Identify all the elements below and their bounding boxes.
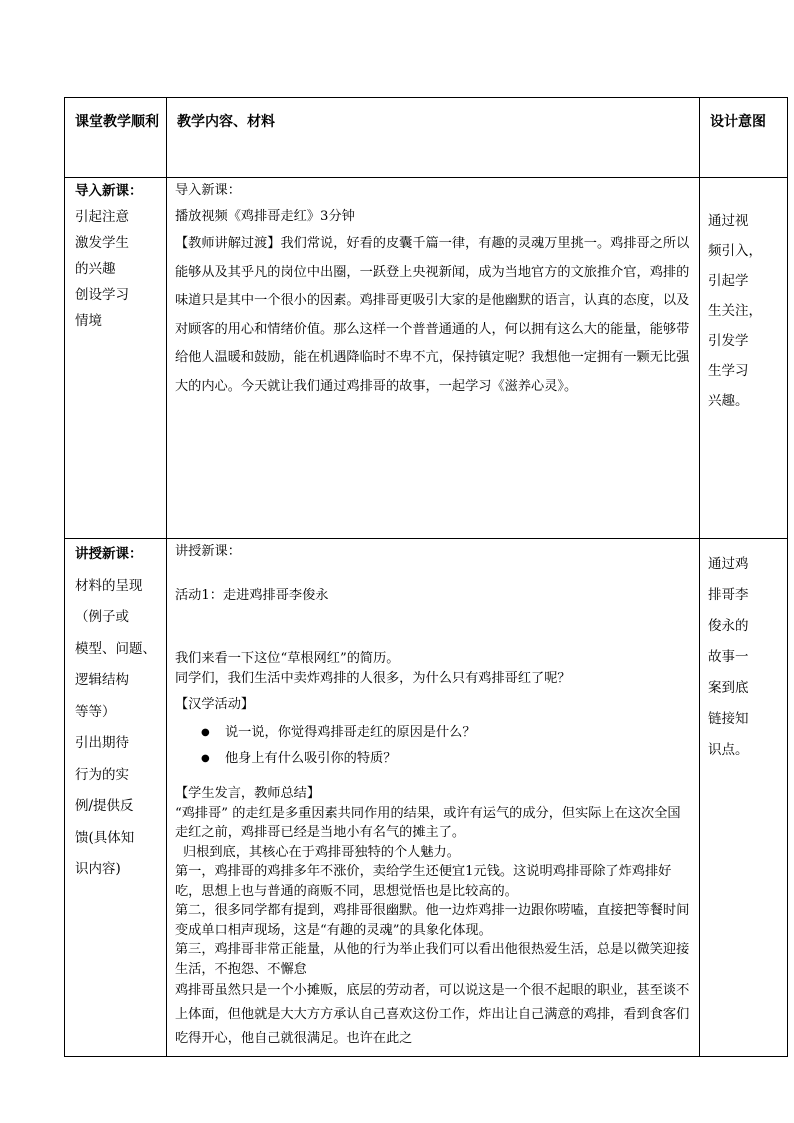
intro-stage-line: 情境: [75, 313, 102, 329]
header-intent: 设计意图: [700, 98, 788, 178]
lecture-stage-line: （例子或: [75, 609, 129, 625]
summary-paragraph: 鸡排哥虽然只是一个小摊贩，底层的劳动者，可以说这是一个很不起眼的职业，甚至谈不上体面，但他就是大大方方承认自己喜欢这份工作，炸出让自己满意的鸡排，看到食客们吃得开心，他自己就很满足。也许在此之: [175, 983, 690, 1046]
intro-stage-line: 激发学生: [75, 235, 129, 251]
lecture-intent-line: 链接知: [708, 711, 749, 727]
lecture-line: 我们来看一下这位“草根网红”的简历。: [175, 651, 400, 666]
lecture-stage-cell: [65, 539, 167, 1057]
intro-content-cell: [167, 178, 700, 539]
intro-intent-line: 引起学: [708, 273, 749, 289]
lecture-stage-line: 例/提供反: [75, 798, 134, 814]
question-item: ● 说一说，你觉得鸡排哥走红的原因是什么？: [225, 720, 693, 746]
summary-paragraph: 第三，鸡排哥非常正能量，从他的行为举止我们可以看出他很热爱生活，总是以微笑迎接生活，不抱怨、不懈怠: [175, 942, 690, 977]
intro-row: [65, 178, 788, 539]
intro-title: 导入新课：: [175, 183, 241, 198]
header-stage: 课堂教学顺利: [65, 98, 167, 178]
intro-paragraph: 【教师讲解过渡】我们常说，好看的皮囊千篇一律，有趣的灵魂万里挑一。鸡排哥之所以能够从及其乎凡的岗位中出圈，一跃登上央视新闻，成为当地官方的文旅推介官，鸡排的味道只是其中一个很小的因素。鸡排哥更吸引大家的是他幽默的语言，认真的态度，以及对顾客的用心和情绪价值。那么这样一个普普通通的人，何以拥有这么大的能量，能够带给他人温暖和鼓励，能在机遇降临时不卑不亢，保持镇定呢？我想他一定拥有一颗无比强大的内心。今天就让我们通过鸡排哥的故事，一起学习《滋养心灵》。: [175, 236, 690, 394]
intro-stage-line: 创设学习: [75, 287, 129, 303]
intro-intent-line: 通过视: [708, 213, 749, 229]
intro-stage-line: 的兴趣: [75, 261, 116, 277]
lecture-intent-line: 识点。: [708, 742, 749, 758]
intro-stage-line: 引起注意: [75, 209, 129, 225]
intro-intent-line: 引发学: [708, 333, 749, 349]
lecture-intent-line: 俊永的: [708, 618, 749, 634]
intro-stage-cell: [65, 178, 167, 539]
intro-stage-title: 导入新课：: [75, 183, 143, 199]
intro-intent-line: 生学习: [708, 363, 749, 379]
intro-video: 播放视频《鸡排哥走红》3分钟: [175, 209, 355, 224]
lecture-stage-line: 行为的实: [75, 766, 129, 783]
lecture-intent-line: 案到底: [708, 680, 749, 696]
lecture-intent-cell: [700, 539, 788, 1057]
lecture-stage-line: 馈(具体知: [75, 829, 135, 846]
header-row: [65, 98, 788, 178]
lecture-intent-line: 通过鸡: [708, 556, 749, 572]
summary-paragraph: 第二，很多同学都有提到，鸡排哥很幽默。他一边炸鸡排一边跟你唠嗑，直接把等餐时间变成单口相声现场，这是“有趣的灵魂”的具象化体现。: [175, 903, 690, 938]
question-list: [175, 720, 693, 772]
activity-title: 活动1：走进鸡排哥李俊永: [175, 588, 329, 603]
intro-intent-line: 生关注，: [708, 303, 762, 319]
intro-intent-line: 频引入，: [708, 243, 762, 259]
lecture-row: [65, 539, 788, 1057]
lecture-intent-line: 排哥李: [708, 587, 749, 603]
intro-intent-cell: [700, 178, 788, 539]
header-content: 教学内容、材料: [167, 98, 700, 178]
lesson-plan-table: [64, 97, 788, 1057]
lecture-content-cell: [167, 539, 700, 1057]
lecture-line: 同学们，我们生活中卖炸鸡排的人很多，为什么只有鸡排哥红了呢？: [175, 670, 571, 686]
lecture-stage-line: 材料的呈现: [75, 577, 143, 594]
lecture-intent-line: 故事一: [708, 649, 749, 665]
question-item: ● 他身上有什么吸引你的特质？: [225, 746, 693, 772]
lecture-stage-line: 等等）: [75, 703, 116, 720]
lecture-stage-line: 识内容): [75, 861, 121, 877]
summary-paragraph: “鸡排哥” 的走红是多重因素共同作用的结果，或许有运气的成分，但实际上在这次全国走红之前，鸡排哥已经是当地小有名气的摊主了。: [175, 805, 681, 840]
intro-intent-line: 兴趣。: [708, 393, 749, 409]
summary-paragraph: 第一，鸡排哥的鸡排多年不涨价，卖给学生还便宜1元钱。这说明鸡排哥除了炸鸡排好吃，思想上也与普通的商贩不同，思想觉悟也是比较高的。: [175, 864, 672, 899]
lecture-stage-title: 讲授新课：: [75, 546, 143, 562]
lecture-title: 讲授新课：: [175, 544, 241, 559]
lecture-stage-line: 引出期待: [75, 735, 129, 751]
summary-title: 【学生发言，教师总结】: [175, 786, 321, 801]
lecture-stage-line: 模型、问题、: [75, 640, 156, 657]
lecture-stage-line: 逻辑结构: [75, 672, 129, 688]
han-activity-title: 【汉学活动】: [175, 697, 255, 712]
summary-paragraph: 归根到底，其核心在于鸡排哥独特的个人魅力。: [183, 844, 460, 860]
